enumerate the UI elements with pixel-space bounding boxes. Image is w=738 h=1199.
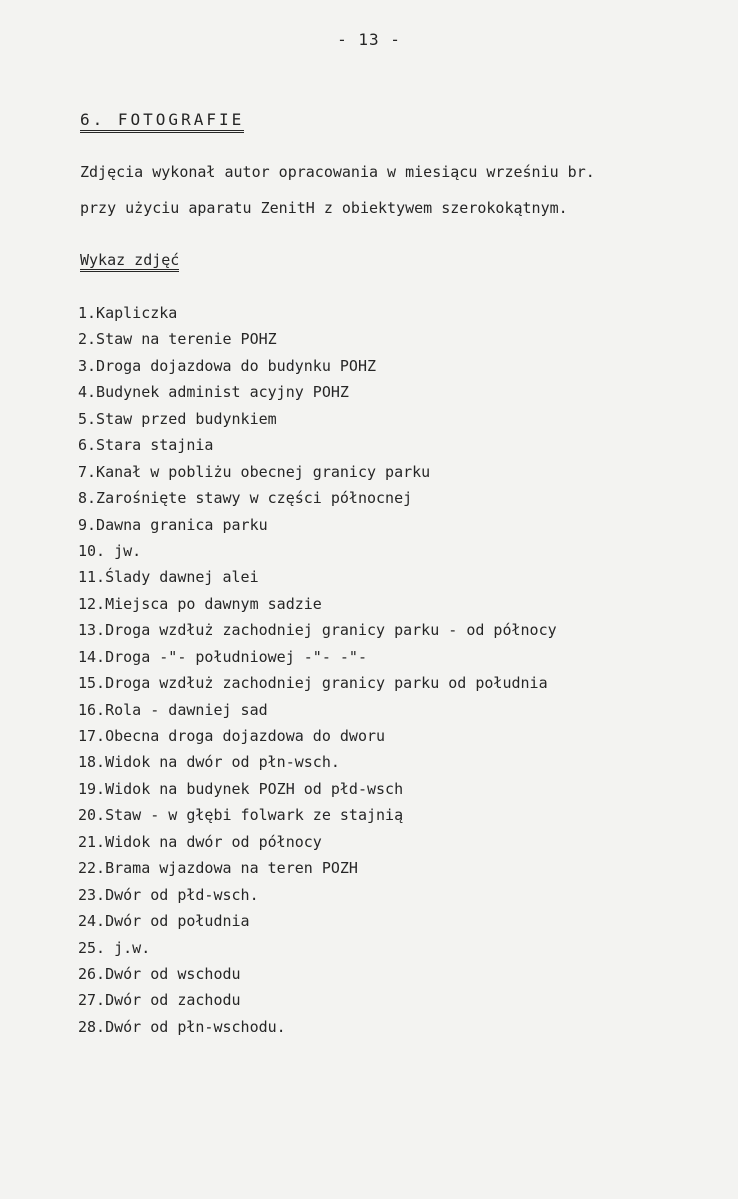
- list-item: 12.Miejsca po dawnym sadzie: [78, 594, 322, 613]
- list-item: 10. jw.: [78, 541, 142, 560]
- list-item: 7.Kanał w pobliżu obecnej granicy parku: [78, 462, 431, 481]
- list-item: 6.Stara stajnia: [78, 436, 214, 455]
- list-item: 24.Dwór od południa: [78, 912, 250, 931]
- list-item: 19.Widok na budynek POZH od płd-wsch: [78, 779, 404, 798]
- list-item: 5.Staw przed budynkiem: [78, 409, 277, 428]
- list-title-text: Wykaz zdjęć: [80, 251, 179, 272]
- list-item: 2.Staw na terenie POHZ: [78, 330, 277, 349]
- list-item: 16.Rola - dawniej sad: [78, 700, 268, 719]
- list-item: 9.Dawna granica parku: [78, 515, 268, 534]
- list-item: 13.Droga wzdłuż zachodniej granicy parku - od północy: [78, 621, 557, 640]
- list-item: 28.Dwór od płn-wschodu.: [78, 1017, 286, 1036]
- section-heading: [80, 110, 244, 129]
- list-item: 18.Widok na dwór od płn-wsch.: [78, 753, 340, 772]
- paragraph-line-1: Zdjęcia wykonał autor opracowania w miesiącu wrześniu br.: [80, 163, 595, 181]
- list-item: 4.Budynek administ acyjny POHZ: [78, 383, 349, 402]
- list-item: 22.Brama wjazdowa na teren POZH: [78, 859, 358, 878]
- paragraph-line-2: przy użyciu aparatu ZenitH z obiektywem szerokokątnym.: [80, 199, 568, 217]
- list-item: 27.Dwór od zachodu: [78, 991, 241, 1010]
- list-item: 25. j.w.: [78, 938, 151, 957]
- list-item: 15.Droga wzdłuż zachodniej granicy parku od południa: [78, 674, 548, 693]
- list-item: 8.Zarośnięte stawy w części północnej: [78, 489, 413, 508]
- list-title: [80, 251, 179, 269]
- list-item: 3.Droga dojazdowa do budynku POHZ: [78, 356, 377, 375]
- photo-list: [78, 303, 557, 1043]
- list-item: 14.Droga -"- południowej -"- -"-: [78, 647, 367, 666]
- list-item: 21.Widok na dwór od północy: [78, 832, 322, 851]
- list-item: 11.Ślady dawnej alei: [78, 568, 259, 587]
- list-item: 1.Kapliczka: [78, 304, 178, 322]
- page-number: - 13 -: [337, 30, 401, 49]
- list-item: 20.Staw - w głębi folwark ze stajnią: [78, 806, 404, 825]
- section-heading-text: 6. FOTOGRAFIE: [80, 110, 244, 133]
- list-item: 17.Obecna droga dojazdowa do dworu: [78, 727, 386, 745]
- list-item: 26.Dwór od wschodu: [78, 964, 241, 983]
- list-item: 23.Dwór od płd-wsch.: [78, 885, 259, 904]
